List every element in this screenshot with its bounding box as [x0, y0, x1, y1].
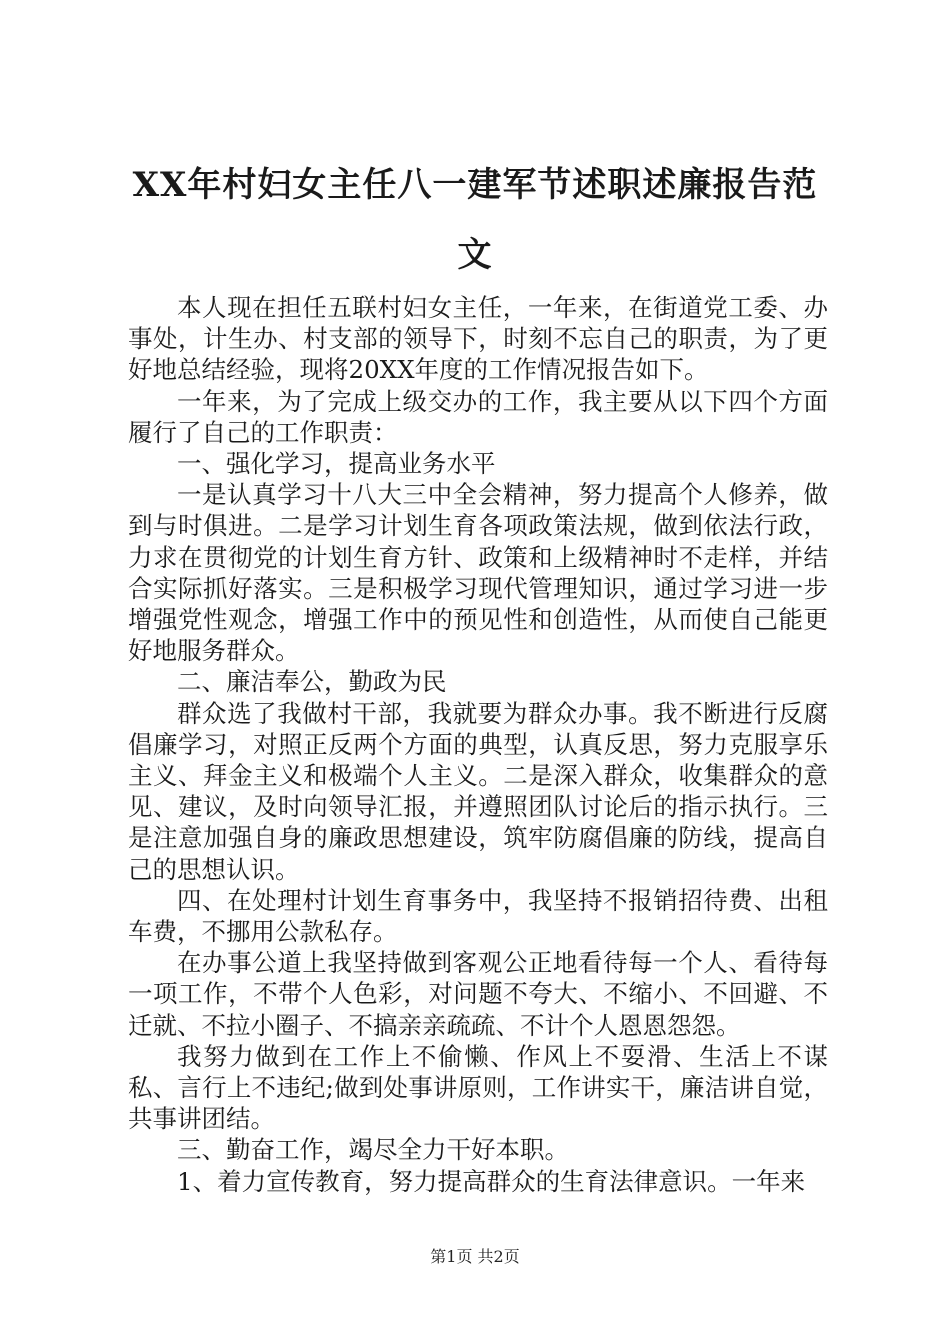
page-footer	[0, 1244, 950, 1267]
paragraph-education: 1、着力宣传教育，努力提高群众的生育法律意识。一年来	[177, 1166, 806, 1196]
paragraph-fairness: 在办事公道上我坚持做到客观公正地看待每一个人、看待每一项工作，不带个人色彩，对问题不夸大、不缩小、不回避、不迁就、不拉小圈子、不搞亲亲疏疏、不计个人恩恩怨怨。	[128, 948, 828, 1040]
paragraph-overview: 一年来，为了完成上级交办的工作，我主要从以下四个方面履行了自己的工作职责：	[128, 386, 828, 447]
page-number: 第1页 共2页	[430, 1247, 520, 1266]
paragraph-intro: 本人现在担任五联村妇女主任，一年来，在街道党工委、办事处，计生办、村支部的领导下，时刻不忘自己的职责，为了更好地总结经验，现将20XX年度的工作情况报告如下。	[128, 293, 828, 385]
paragraph-study: 一是认真学习十八大三中全会精神，努力提高个人修养，做到与时俱进。二是学习计划生育各项政策法规，做到依法行政，力求在贯彻党的计划生育方针、政策和上级精神时不走样，并结合实际抓好落实。三是积极学习现代管理知识，通过学习进一步增强党性观念，增强工作中的预见性和创造性，从而使自己能更好地服务群众。	[128, 480, 828, 666]
section-heading-1: 一、强化学习，提高业务水平	[177, 449, 496, 479]
document-body	[128, 292, 828, 1197]
section-heading-2: 二、廉洁奉公，勤政为民	[177, 667, 447, 697]
section-heading-3: 三、勤奋工作，竭尽全力干好本职。	[177, 1135, 569, 1165]
paragraph-expenses: 四、在处理村计划生育事务中，我坚持不报销招待费、出租车费，不挪用公款私存。	[128, 885, 828, 947]
paragraph-integrity: 群众选了我做村干部，我就要为群众办事。我不断进行反腐倡廉学习，对照正反两个方面的典型，认真反思，努力克服享乐主义、拜金主义和极端个人主义。二是深入群众，收集群众的意见、建议，及时向领导汇报，并遵照团队讨论后的指示执行。三是注意加强自身的廉政思想建设，筑牢防腐倡廉的防线，提高自己的思想认识。	[128, 698, 828, 884]
paragraph-conduct: 我努力做到在工作上不偷懒、作风上不耍滑、生活上不谋私、言行上不违纪;做到处事讲原则，工作讲实干，廉洁讲自觉，共事讲团结。	[128, 1041, 828, 1134]
document-title-line2: 文	[457, 235, 493, 275]
document-title-line1: XX年村妇女主任八一建军节述职述廉报告范	[132, 165, 818, 205]
